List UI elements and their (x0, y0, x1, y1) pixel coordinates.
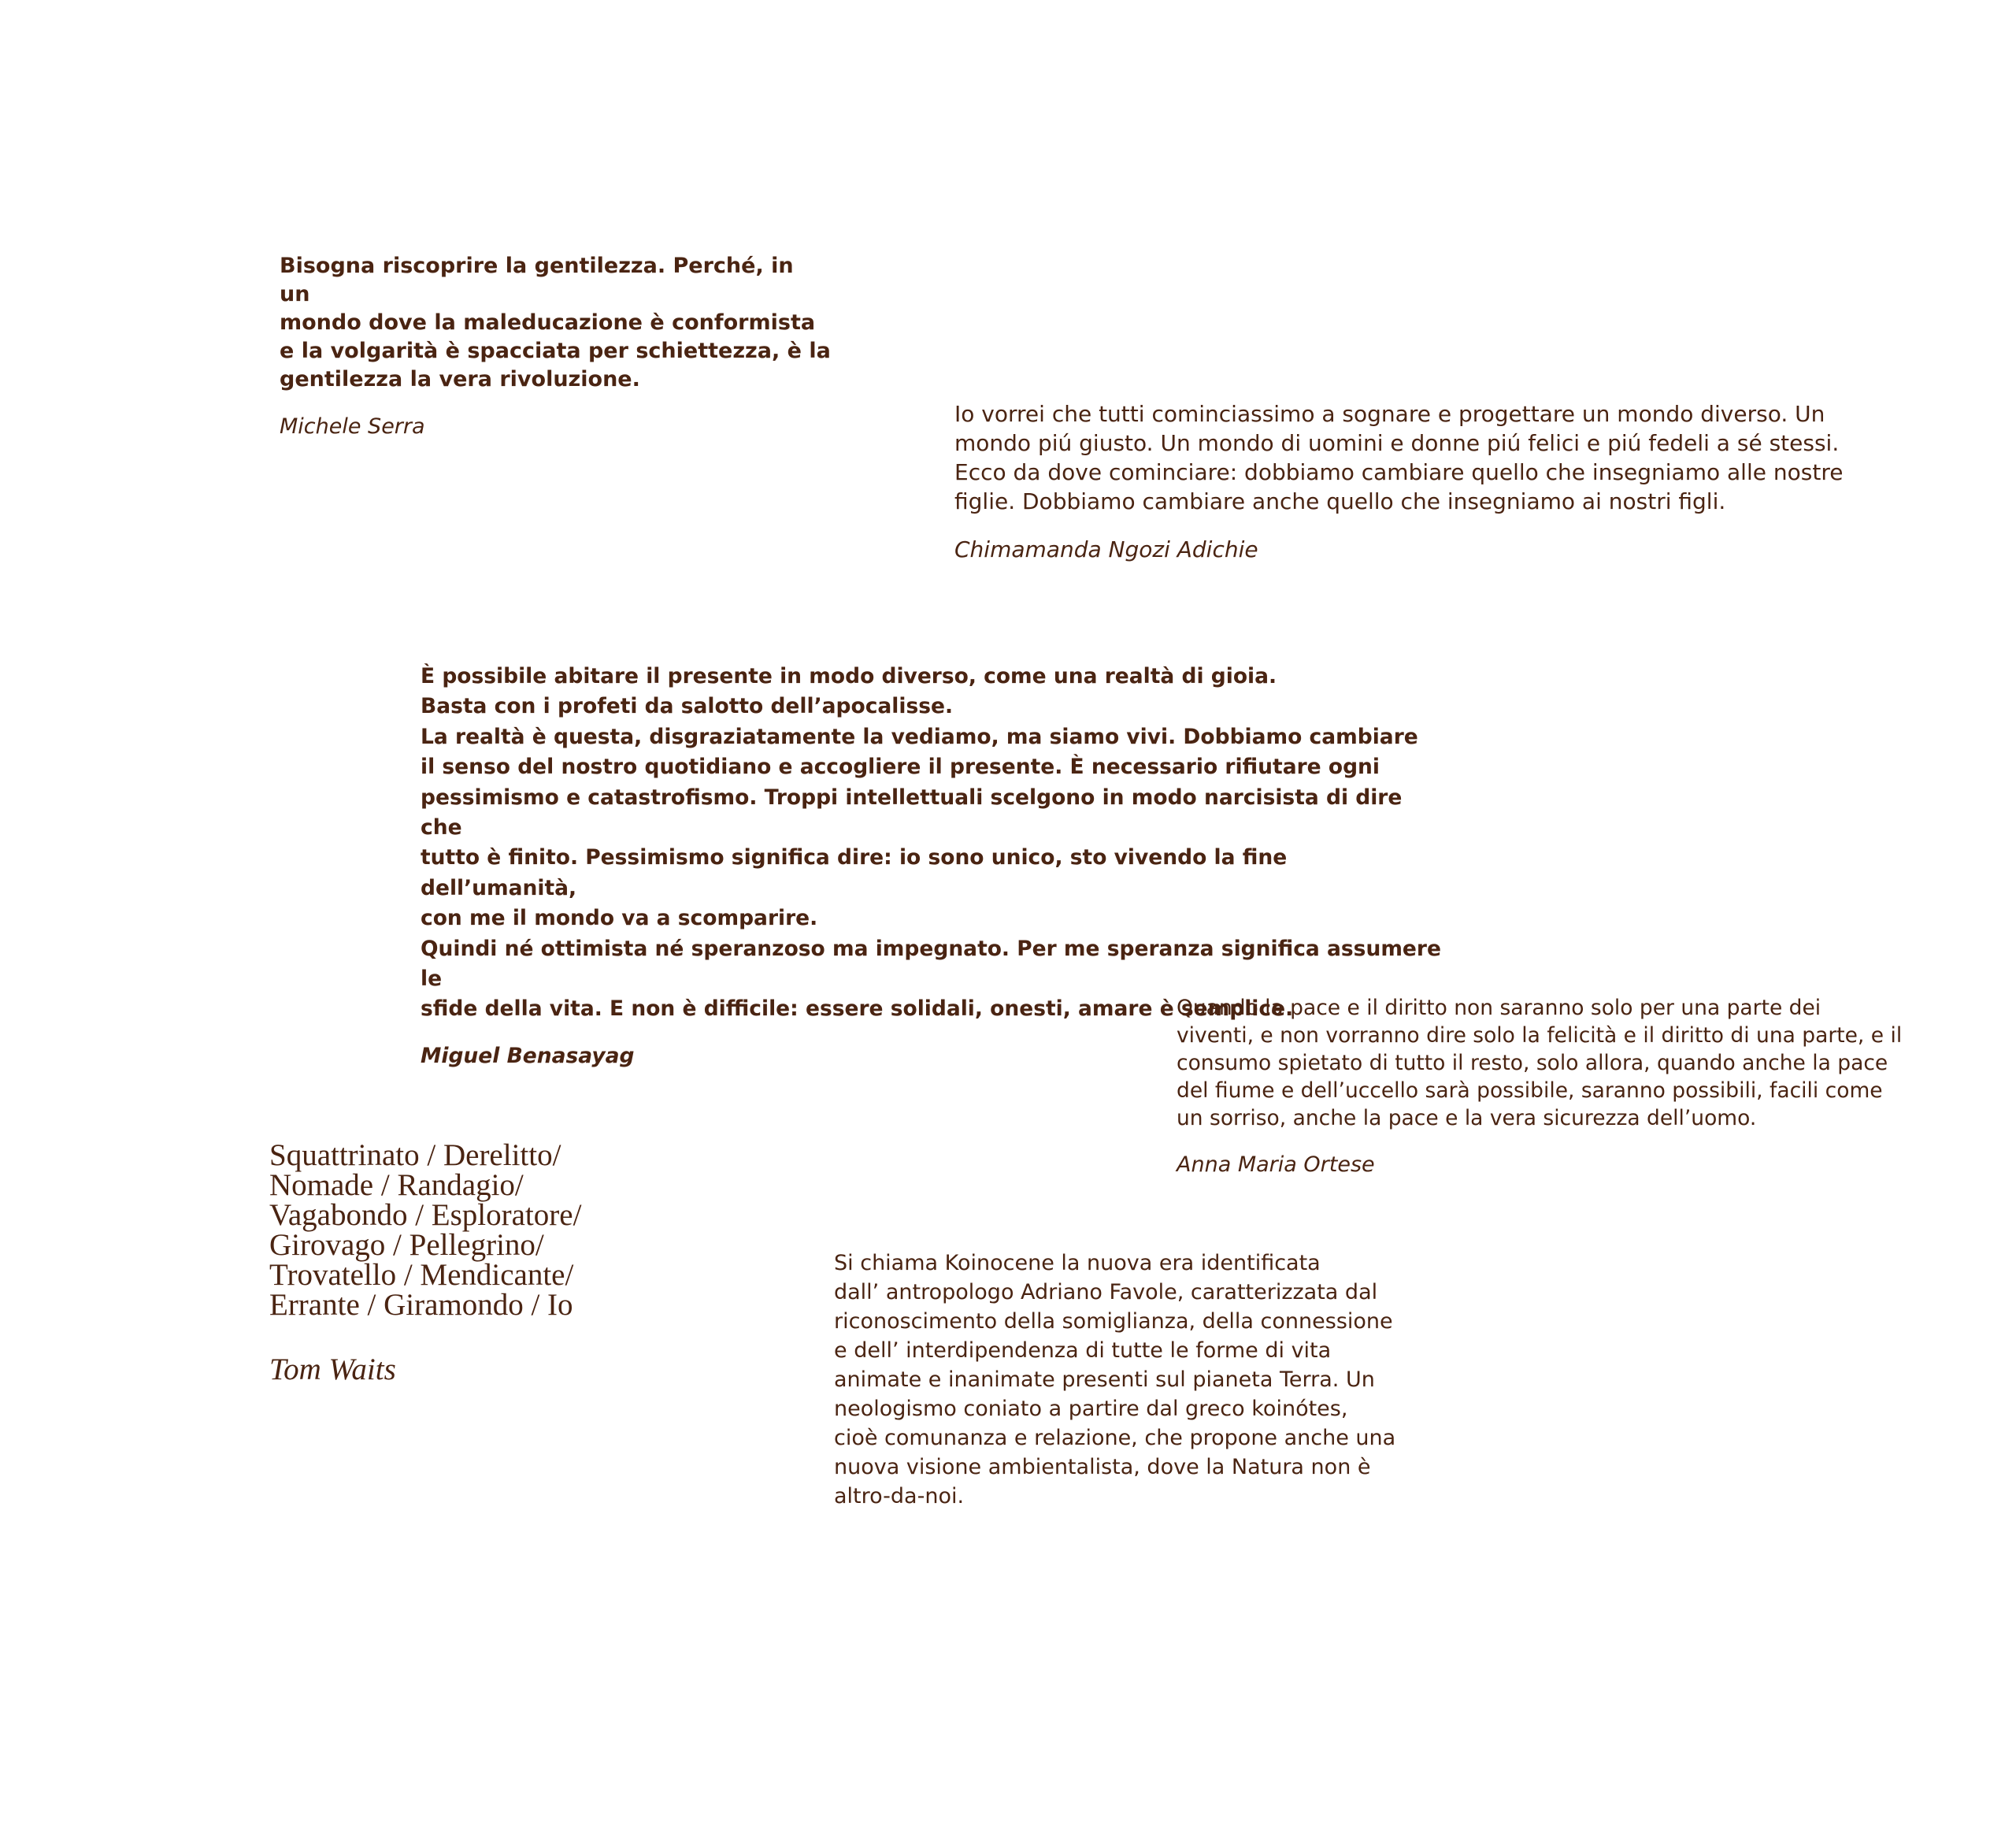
quote-text: Quando la pace e il diritto non saranno solo per una parte dei viventi, e non vorranno dire solo la felicità e il diritto di una parte, e il consumo spietato di tutto il resto, solo allora, quando anche la pace del fiume e dell’uccello sarà possibile, saranno possibili, facili come un sorriso, anche la pace e la vera sicurezza dell’uomo. (1177, 996, 1903, 1130)
quote-text: Squattrinato / Derelitto/ Nomade / Randagio/ Vagabondo / Esploratore/ Girovago / Pellegrino/ Trovatello / Mendicante/ Errante / Giramondo / Io (269, 1138, 582, 1322)
quote-tom-waits (269, 1138, 710, 1387)
quote-text: È possibile abitare il presente in modo diverso, come una realtà di gioia. Basta con i profeti da salotto dell’apocalisse. La realtà è questa, disgraziatamente la vediamo, ma siamo vivi. Dobbiamo cambiare il senso del nostro quotidiano e accogliere il presente. È necessario rifiutare ogni pessimismo e catastrofismo. Troppi intellettuali scelgono in modo narcisista di dire che tutto è finito. Pessimismo significa dire: io sono unico, sto vivendo la fine dell’umanità, con me il mondo va a scomparire. Quindi né ottimista né speranzoso ma impegnato. Per me speranza significa assumere le sfide della vita. E non è difficile: essere solidali, onesti, amare è semplice. (421, 664, 1441, 1022)
quote-michele-serra (280, 252, 831, 439)
quote-text: Bisogna riscoprire la gentilezza. Perché, in un mondo dove la maleducazione è conformista e la volgarità è spacciata per schiettezza, è la gentilezza la vera rivoluzione. (280, 254, 831, 391)
quote-author: Chimamanda Ngozi Adichie (954, 536, 1258, 562)
quote-author: Michele Serra (280, 414, 425, 439)
quote-anna-maria-ortese (1177, 994, 1996, 1177)
quote-koinocene (834, 1249, 1464, 1511)
quote-author: Miguel Benasayag (421, 1043, 635, 1068)
quote-text: Si chiama Koinocene la nuova era identificata dall’ antropologo Adriano Favole, caratterizzata dal riconoscimento della somiglianza, della connessione e dell’ interdipendenza di tutte le forme di vita animate e inanimate presenti sul pianeta Terra. Un neologismo coniato a partire dal greco koinótes, cioè comunanza e relazione, che propone anche una nuova visione ambientalista, dove la Natura non è altro-da-noi. (834, 1251, 1396, 1508)
quote-author: Anna Maria Ortese (1177, 1152, 1375, 1177)
quote-chimamanda-adichie (954, 399, 1939, 562)
quote-text: Io vorrei che tutti cominciassimo a sognare e progettare un mondo diverso. Un mondo piú giusto. Un mondo di uomini e donne piú felici e piú fedeli a sé stessi. Ecco da dove cominciare: dobbiamo cambiare quello che insegniamo alle nostre figlie. Dobbiamo cambiare anche quello che insegniamo ai nostri figli. (954, 401, 1844, 514)
quote-author: Tom Waits (269, 1352, 396, 1386)
